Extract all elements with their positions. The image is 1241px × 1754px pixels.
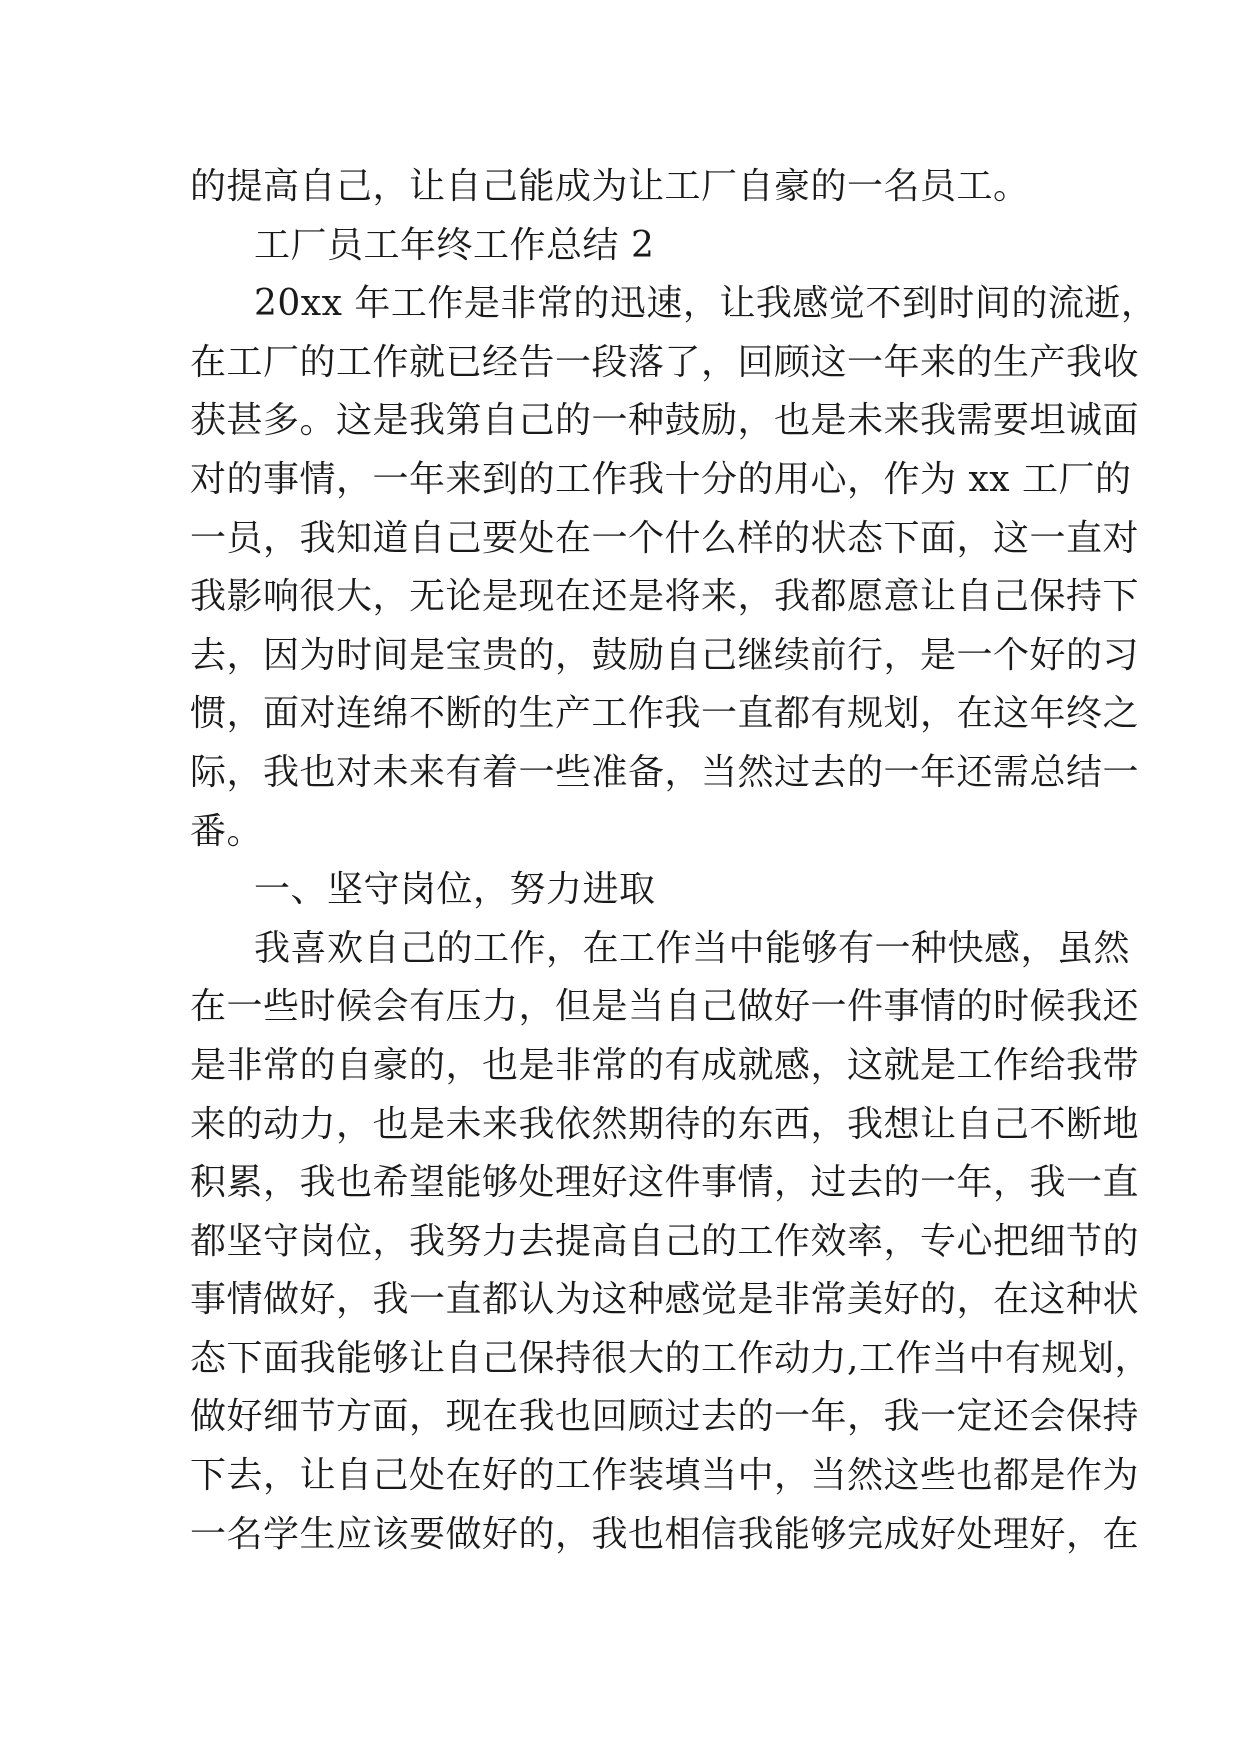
text-line: 事情做好，我一直都认为这种感觉是非常美好的，在这种状 [190, 1279, 1140, 1321]
text-line: 去，因为时间是宝贵的，鼓励自己继续前行，是一个好的习 [190, 634, 1140, 676]
text-line: 都坚守岗位，我努力去提高自己的工作效率，专心把细节的 [190, 1220, 1140, 1262]
text-line: 惯，面对连绵不断的生产工作我一直都有规划，在这年终之 [190, 693, 1140, 735]
text-line: 在一些时候会有压力，但是当自己做好一件事情的时候我还 [190, 986, 1140, 1028]
text-line: 我影响很大，无论是现在还是将来，我都愿意让自己保持下 [190, 576, 1140, 618]
text-line: 对的事情，一年来到的工作我十分的用心，作为 xx 工厂的 [190, 458, 1132, 500]
text-line: 20xx 年工作是非常的迅速，让我感觉不到时间的流逝， [254, 283, 1158, 325]
text-line: 态下面我能够让自己保持很大的工作动力,工作当中有规划， [190, 1337, 1151, 1379]
subsection-heading: 一、坚守岗位，努力进取 [254, 869, 656, 911]
text-line: 一名学生应该要做好的，我也相信我能够完成好处理好，在 [190, 1513, 1140, 1555]
section-title: 工厂员工年终工作总结 2 [254, 224, 655, 266]
text-line: 下去，让自己处在好的工作装填当中，当然这些也都是作为 [190, 1455, 1140, 1497]
text-line: 际，我也对未来有着一些准备，当然过去的一年还需总结一 [190, 751, 1140, 793]
text-line: 是非常的自豪的，也是非常的有成就感，这就是工作给我带 [190, 1044, 1140, 1086]
text-line: 获甚多。这是我第自己的一种鼓励，也是未来我需要坦诚面 [190, 400, 1140, 442]
document-body [190, 158, 1158, 1564]
text-line: 的提高自己，让自己能成为让工厂自豪的一名员工。 [190, 166, 1030, 207]
text-line: 来的动力，也是未来我依然期待的东西，我想让自己不断地 [190, 1103, 1140, 1145]
text-line: 做好细节方面，现在我也回顾过去的一年，我一定还会保持 [190, 1396, 1140, 1438]
text-line: 一员，我知道自己要处在一个什么样的状态下面，这一直对 [190, 517, 1140, 559]
text-line: 在工厂的工作就已经告一段落了，回顾这一年来的生产我收 [190, 341, 1140, 383]
text-line: 积累，我也希望能够处理好这件事情，过去的一年，我一直 [190, 1162, 1140, 1204]
text-line: 我喜欢自己的工作，在工作当中能够有一种快感，虽然 [254, 927, 1131, 969]
text-line: 番。 [190, 810, 264, 852]
